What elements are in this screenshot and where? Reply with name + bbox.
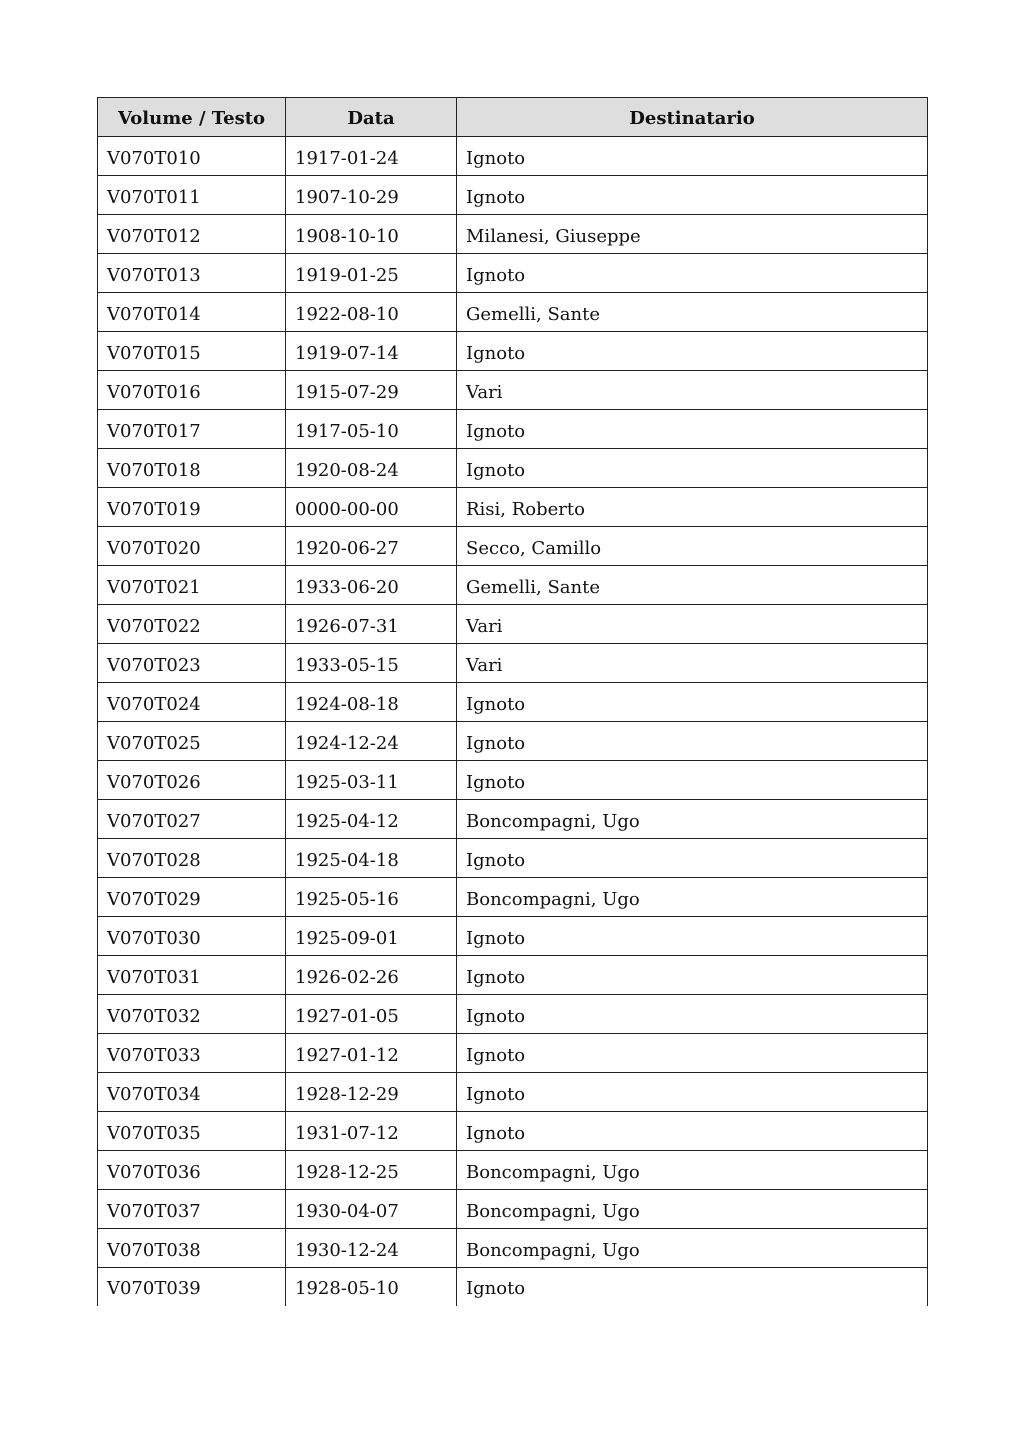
letters-table bbox=[97, 97, 928, 1306]
cell-data: 1925-04-18 bbox=[286, 839, 457, 878]
cell-volume-testo: V070T014 bbox=[98, 293, 286, 332]
table-header-row bbox=[98, 98, 928, 137]
cell-volume-testo: V070T019 bbox=[98, 488, 286, 527]
cell-destinatario: Ignoto bbox=[457, 254, 928, 293]
table-row bbox=[98, 449, 928, 488]
table-row bbox=[98, 761, 928, 800]
table-row bbox=[98, 800, 928, 839]
cell-volume-testo: V070T030 bbox=[98, 917, 286, 956]
cell-destinatario: Ignoto bbox=[457, 722, 928, 761]
cell-volume-testo: V070T034 bbox=[98, 1073, 286, 1112]
cell-volume-testo: V070T039 bbox=[98, 1268, 286, 1306]
cell-volume-testo: V070T016 bbox=[98, 371, 286, 410]
cell-data: 1917-01-24 bbox=[286, 137, 457, 176]
cell-volume-testo: V070T015 bbox=[98, 332, 286, 371]
cell-volume-testo: V070T025 bbox=[98, 722, 286, 761]
cell-data: 1922-08-10 bbox=[286, 293, 457, 332]
cell-volume-testo: V070T012 bbox=[98, 215, 286, 254]
table-row bbox=[98, 644, 928, 683]
cell-volume-testo: V070T029 bbox=[98, 878, 286, 917]
cell-volume-testo: V070T028 bbox=[98, 839, 286, 878]
cell-data: 1925-05-16 bbox=[286, 878, 457, 917]
cell-volume-testo: V070T020 bbox=[98, 527, 286, 566]
table-row bbox=[98, 1151, 928, 1190]
cell-data: 1926-02-26 bbox=[286, 956, 457, 995]
cell-destinatario: Milanesi, Giuseppe bbox=[457, 215, 928, 254]
header-destinatario: Destinatario bbox=[457, 98, 928, 137]
cell-data: 1919-07-14 bbox=[286, 332, 457, 371]
cell-data: 1925-03-11 bbox=[286, 761, 457, 800]
table-body bbox=[98, 137, 928, 1306]
cell-volume-testo: V070T033 bbox=[98, 1034, 286, 1073]
table-row bbox=[98, 1268, 928, 1306]
table-row bbox=[98, 722, 928, 761]
cell-data: 1924-12-24 bbox=[286, 722, 457, 761]
table-row bbox=[98, 1229, 928, 1268]
table-row bbox=[98, 215, 928, 254]
table-row bbox=[98, 683, 928, 722]
cell-volume-testo: V070T022 bbox=[98, 605, 286, 644]
cell-destinatario: Boncompagni, Ugo bbox=[457, 1229, 928, 1268]
table-row bbox=[98, 176, 928, 215]
cell-destinatario: Ignoto bbox=[457, 449, 928, 488]
cell-destinatario: Ignoto bbox=[457, 1268, 928, 1306]
cell-data: 1933-06-20 bbox=[286, 566, 457, 605]
table-row bbox=[98, 371, 928, 410]
header-volume-testo: Volume / Testo bbox=[98, 98, 286, 137]
cell-destinatario: Vari bbox=[457, 371, 928, 410]
cell-volume-testo: V070T011 bbox=[98, 176, 286, 215]
cell-volume-testo: V070T035 bbox=[98, 1112, 286, 1151]
cell-data: 1926-07-31 bbox=[286, 605, 457, 644]
cell-volume-testo: V070T018 bbox=[98, 449, 286, 488]
cell-data: 1925-09-01 bbox=[286, 917, 457, 956]
table-row bbox=[98, 995, 928, 1034]
cell-volume-testo: V070T036 bbox=[98, 1151, 286, 1190]
table-row bbox=[98, 566, 928, 605]
cell-data: 1920-08-24 bbox=[286, 449, 457, 488]
cell-destinatario: Secco, Camillo bbox=[457, 527, 928, 566]
table-row bbox=[98, 605, 928, 644]
cell-data: 1930-12-24 bbox=[286, 1229, 457, 1268]
cell-data: 1908-10-10 bbox=[286, 215, 457, 254]
cell-destinatario: Ignoto bbox=[457, 1112, 928, 1151]
cell-destinatario: Ignoto bbox=[457, 1073, 928, 1112]
cell-destinatario: Boncompagni, Ugo bbox=[457, 800, 928, 839]
cell-destinatario: Ignoto bbox=[457, 683, 928, 722]
cell-destinatario: Boncompagni, Ugo bbox=[457, 1151, 928, 1190]
cell-volume-testo: V070T038 bbox=[98, 1229, 286, 1268]
table-row bbox=[98, 527, 928, 566]
cell-data: 0000-00-00 bbox=[286, 488, 457, 527]
cell-destinatario: Ignoto bbox=[457, 176, 928, 215]
table-row bbox=[98, 1034, 928, 1073]
cell-destinatario: Ignoto bbox=[457, 410, 928, 449]
cell-destinatario: Risi, Roberto bbox=[457, 488, 928, 527]
cell-data: 1931-07-12 bbox=[286, 1112, 457, 1151]
cell-volume-testo: V070T017 bbox=[98, 410, 286, 449]
cell-volume-testo: V070T037 bbox=[98, 1190, 286, 1229]
cell-data: 1930-04-07 bbox=[286, 1190, 457, 1229]
cell-data: 1925-04-12 bbox=[286, 800, 457, 839]
cell-destinatario: Ignoto bbox=[457, 332, 928, 371]
header-data: Data bbox=[286, 98, 457, 137]
cell-volume-testo: V070T027 bbox=[98, 800, 286, 839]
cell-data: 1919-01-25 bbox=[286, 254, 457, 293]
table-row bbox=[98, 917, 928, 956]
cell-destinatario: Boncompagni, Ugo bbox=[457, 878, 928, 917]
cell-volume-testo: V070T023 bbox=[98, 644, 286, 683]
cell-destinatario: Ignoto bbox=[457, 137, 928, 176]
cell-volume-testo: V070T013 bbox=[98, 254, 286, 293]
cell-volume-testo: V070T021 bbox=[98, 566, 286, 605]
cell-data: 1907-10-29 bbox=[286, 176, 457, 215]
table-row bbox=[98, 293, 928, 332]
cell-data: 1920-06-27 bbox=[286, 527, 457, 566]
cell-destinatario: Ignoto bbox=[457, 761, 928, 800]
cell-destinatario: Ignoto bbox=[457, 956, 928, 995]
cell-destinatario: Gemelli, Sante bbox=[457, 293, 928, 332]
cell-volume-testo: V070T010 bbox=[98, 137, 286, 176]
cell-data: 1917-05-10 bbox=[286, 410, 457, 449]
table-row bbox=[98, 410, 928, 449]
cell-destinatario: Ignoto bbox=[457, 917, 928, 956]
cell-volume-testo: V070T031 bbox=[98, 956, 286, 995]
table-row bbox=[98, 839, 928, 878]
cell-destinatario: Boncompagni, Ugo bbox=[457, 1190, 928, 1229]
table-row bbox=[98, 1190, 928, 1229]
cell-destinatario: Vari bbox=[457, 644, 928, 683]
table-row bbox=[98, 956, 928, 995]
cell-data: 1915-07-29 bbox=[286, 371, 457, 410]
table-row bbox=[98, 1112, 928, 1151]
cell-destinatario: Gemelli, Sante bbox=[457, 566, 928, 605]
cell-volume-testo: V070T032 bbox=[98, 995, 286, 1034]
cell-destinatario: Ignoto bbox=[457, 839, 928, 878]
table-row bbox=[98, 1073, 928, 1112]
table-row bbox=[98, 137, 928, 176]
cell-data: 1927-01-12 bbox=[286, 1034, 457, 1073]
cell-data: 1928-12-25 bbox=[286, 1151, 457, 1190]
cell-destinatario: Ignoto bbox=[457, 995, 928, 1034]
cell-data: 1933-05-15 bbox=[286, 644, 457, 683]
cell-data: 1924-08-18 bbox=[286, 683, 457, 722]
table-row bbox=[98, 254, 928, 293]
cell-data: 1928-12-29 bbox=[286, 1073, 457, 1112]
cell-volume-testo: V070T026 bbox=[98, 761, 286, 800]
cell-destinatario: Vari bbox=[457, 605, 928, 644]
table-row bbox=[98, 332, 928, 371]
table-row bbox=[98, 488, 928, 527]
table-row bbox=[98, 878, 928, 917]
cell-data: 1928-05-10 bbox=[286, 1268, 457, 1306]
cell-volume-testo: V070T024 bbox=[98, 683, 286, 722]
cell-destinatario: Ignoto bbox=[457, 1034, 928, 1073]
cell-data: 1927-01-05 bbox=[286, 995, 457, 1034]
